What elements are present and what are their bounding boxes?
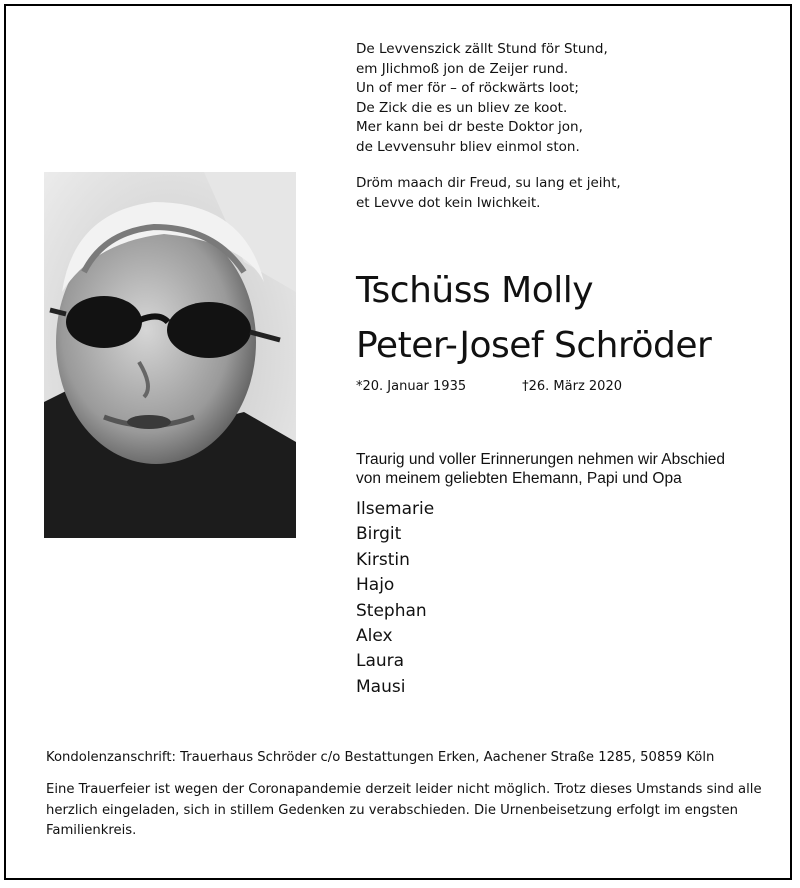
- stanza-gap: [356, 157, 756, 174]
- farewell-text: [356, 450, 776, 488]
- poem-line: Un of mer för – of röckwärts loot;: [356, 80, 579, 96]
- portrait-photo: [44, 172, 296, 538]
- life-dates: [356, 379, 622, 394]
- funeral-notice: Eine Trauerfeier ist wegen der Coronapandemie derzeit leider nicht möglich. Trotz dieses Umstands sind alle herzlich eingeladen, sich in stillem Gedenken zu verabschieden. Die Urnenbeisetzung erfolgt im engsten Familienkreis.: [46, 782, 762, 838]
- death-date: †26. März 2020: [522, 379, 622, 394]
- condolence-address: Kondolenzanschrift: Trauerhaus Schröder c/o Bestattungen Erken, Aachener Straße 1285, 50859 Köln: [46, 750, 715, 765]
- family-member: Stephan: [356, 600, 427, 621]
- family-member: Mausi: [356, 676, 406, 697]
- poem: [356, 40, 756, 213]
- portrait-illustration: [44, 172, 296, 538]
- family-member: Birgit: [356, 524, 402, 545]
- family-member: Kirstin: [356, 549, 410, 570]
- birth-date: *20. Januar 1935: [356, 379, 467, 394]
- poem-line: em Jlichmoß jon de Zeijer rund.: [356, 60, 569, 77]
- poem-line: et Levve dot kein Iwichkeit.: [356, 194, 541, 211]
- farewell-line: von meinem geliebten Ehemann, Papi und Opa: [356, 470, 682, 487]
- family-member: Laura: [356, 651, 405, 672]
- poem-line: De Levvenszick zällt Stund för Stund,: [356, 41, 608, 57]
- farewell-line: Traurig und voller Erinnerungen nehmen wir Abschied: [356, 451, 726, 468]
- nickname-heading: Tschüss Molly: [356, 270, 594, 311]
- family-member: Hajo: [356, 575, 395, 596]
- poem-line: Dröm maach dir Freud, su lang et jeiht,: [356, 175, 621, 191]
- family-member: Alex: [356, 626, 393, 647]
- full-name-heading: Peter-Josef Schröder: [356, 325, 712, 366]
- poem-line: de Levvensuhr bliev einmol ston.: [356, 138, 580, 155]
- family-member: Ilsemarie: [356, 499, 435, 519]
- poem-line: De Zick die es un bliev ze koot.: [356, 99, 568, 116]
- poem-line: Mer kann bei dr beste Doktor jon,: [356, 119, 583, 135]
- family-list: [356, 497, 434, 700]
